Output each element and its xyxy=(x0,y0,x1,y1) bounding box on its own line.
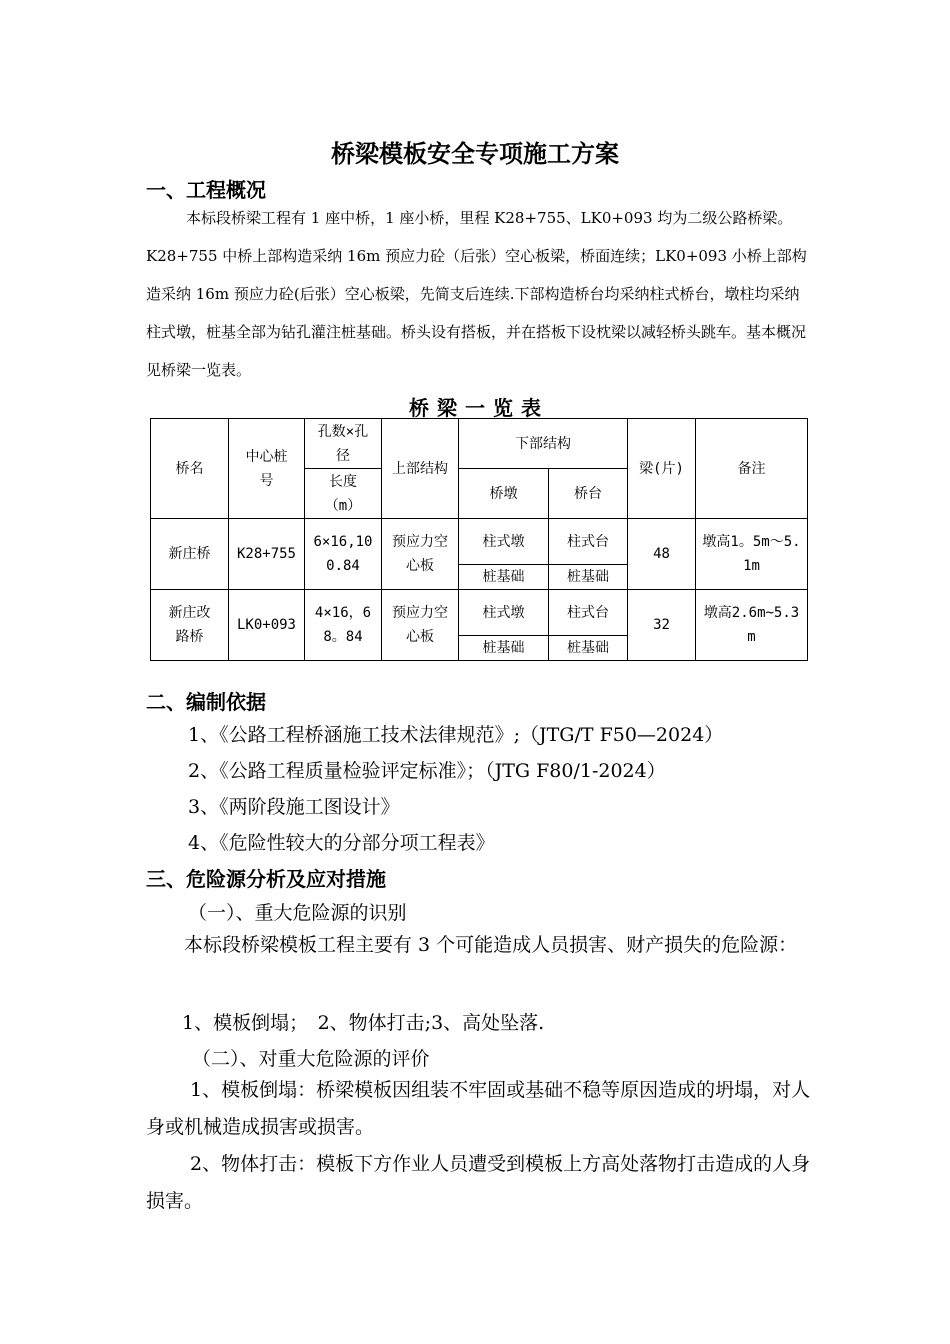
header-beams: 梁(片) xyxy=(628,419,696,519)
table-row xyxy=(151,519,808,565)
section-heading-overview: 一、工程概况 xyxy=(146,178,266,202)
row-abutment-foundation: 桩基础 xyxy=(549,565,628,590)
header-span-count: 孔数×孔径 xyxy=(305,419,382,469)
table-title: 桥梁一览表 xyxy=(409,396,549,420)
row-bridge-name: 新庄桥 xyxy=(151,519,229,590)
row-remark: 墩高2.6m~5.3m xyxy=(696,590,808,661)
overview-text: 本标段桥梁工程有 1 座中桥，1 座小桥，里程 K28+755、LK0+093 均为二级公路桥梁。K28+755 中桥上部构造采纳 16m 预应力砼（后张）空心板梁，桥面连续；LK0+093 小桥上部构造采纳 16m 预应力砼(后张）空心板梁，先简支后连续.下部构造桥台均采纳柱式桥台，墩柱均采纳柱式墩，桩基全部为钻孔灌注桩基础。桥头设有搭板，并在搭板下设枕梁以减轻桥头跳车。基本概况见桥梁一览表。 xyxy=(146,209,807,379)
hazard-list: 1、模板倒塌； 2、物体打击;3、高处坠落. xyxy=(182,1012,545,1034)
row-abutment: 柱式台 xyxy=(549,519,628,565)
header-pier: 桥墩 xyxy=(459,469,549,519)
section-heading-hazards: 三、危险源分析及应对措施 xyxy=(146,867,386,891)
basis-item: 4、《危险性较大的分部分项工程表》 xyxy=(188,832,495,854)
subheading-identification: （一）、重大危险源的识别 xyxy=(188,902,407,924)
evaluation-collapse: 1、模板倒塌：桥梁模板因组装不牢固或基础不稳等原因造成的坍塌，对人身或机械造成损害或损害。 xyxy=(146,1079,811,1138)
row-pier-foundation: 桩基础 xyxy=(459,565,549,590)
header-superstructure: 上部结构 xyxy=(382,419,459,519)
row-abutment: 柱式台 xyxy=(549,590,628,636)
subheading-evaluation: （二）、对重大危险源的评价 xyxy=(192,1048,430,1070)
evaluation-strike: 2、物体打击：模板下方作业人员遭受到模板上方高处落物打击造成的人身损害。 xyxy=(146,1153,811,1212)
row-abutment-foundation: 桩基础 xyxy=(549,636,628,661)
row-superstructure: 预应力空心板 xyxy=(382,590,459,661)
table-row xyxy=(151,590,808,636)
row-pier: 柱式墩 xyxy=(459,590,549,636)
hazard-paragraph: 本标段桥梁模板工程主要有 3 个可能造成人员损害、财产损失的危险源： xyxy=(184,934,798,956)
basis-item: 2、《公路工程质量检验评定标准》；（JTG F80/1-2024） xyxy=(188,760,666,782)
row-pier: 柱式墩 xyxy=(459,519,549,565)
row-remark: 墩高1。5m～5.1m xyxy=(696,519,808,590)
header-length: 长度（m） xyxy=(305,469,382,519)
row-superstructure: 预应力空心板 xyxy=(382,519,459,590)
basis-item: 3、《两阶段施工图设计》 xyxy=(188,796,400,818)
row-span-length: 4×16，68。84 xyxy=(305,590,382,661)
row-pier-foundation: 桩基础 xyxy=(459,636,549,661)
header-substructure: 下部结构 xyxy=(459,419,628,469)
row-beams: 32 xyxy=(628,590,696,661)
bridge-table xyxy=(150,418,808,661)
row-beams: 48 xyxy=(628,519,696,590)
overview-paragraph xyxy=(146,199,812,389)
row-station: LK0+093 xyxy=(229,590,305,661)
header-abutment: 桥台 xyxy=(549,469,628,519)
header-bridge-name: 桥名 xyxy=(151,419,229,519)
header-remark: 备注 xyxy=(696,419,808,519)
row-bridge-name: 新庄改路桥 xyxy=(151,590,229,661)
header-station: 中心桩号 xyxy=(229,419,305,519)
row-span-length: 6×16,100.84 xyxy=(305,519,382,590)
page-title: 桥梁模板安全专项施工方案 xyxy=(331,139,619,168)
row-station: K28+755 xyxy=(229,519,305,590)
basis-item: 1、《公路工程桥涵施工技术法律规范》;（JTG/T F50—2024） xyxy=(188,724,724,746)
section-heading-basis: 二、编制依据 xyxy=(146,690,266,714)
